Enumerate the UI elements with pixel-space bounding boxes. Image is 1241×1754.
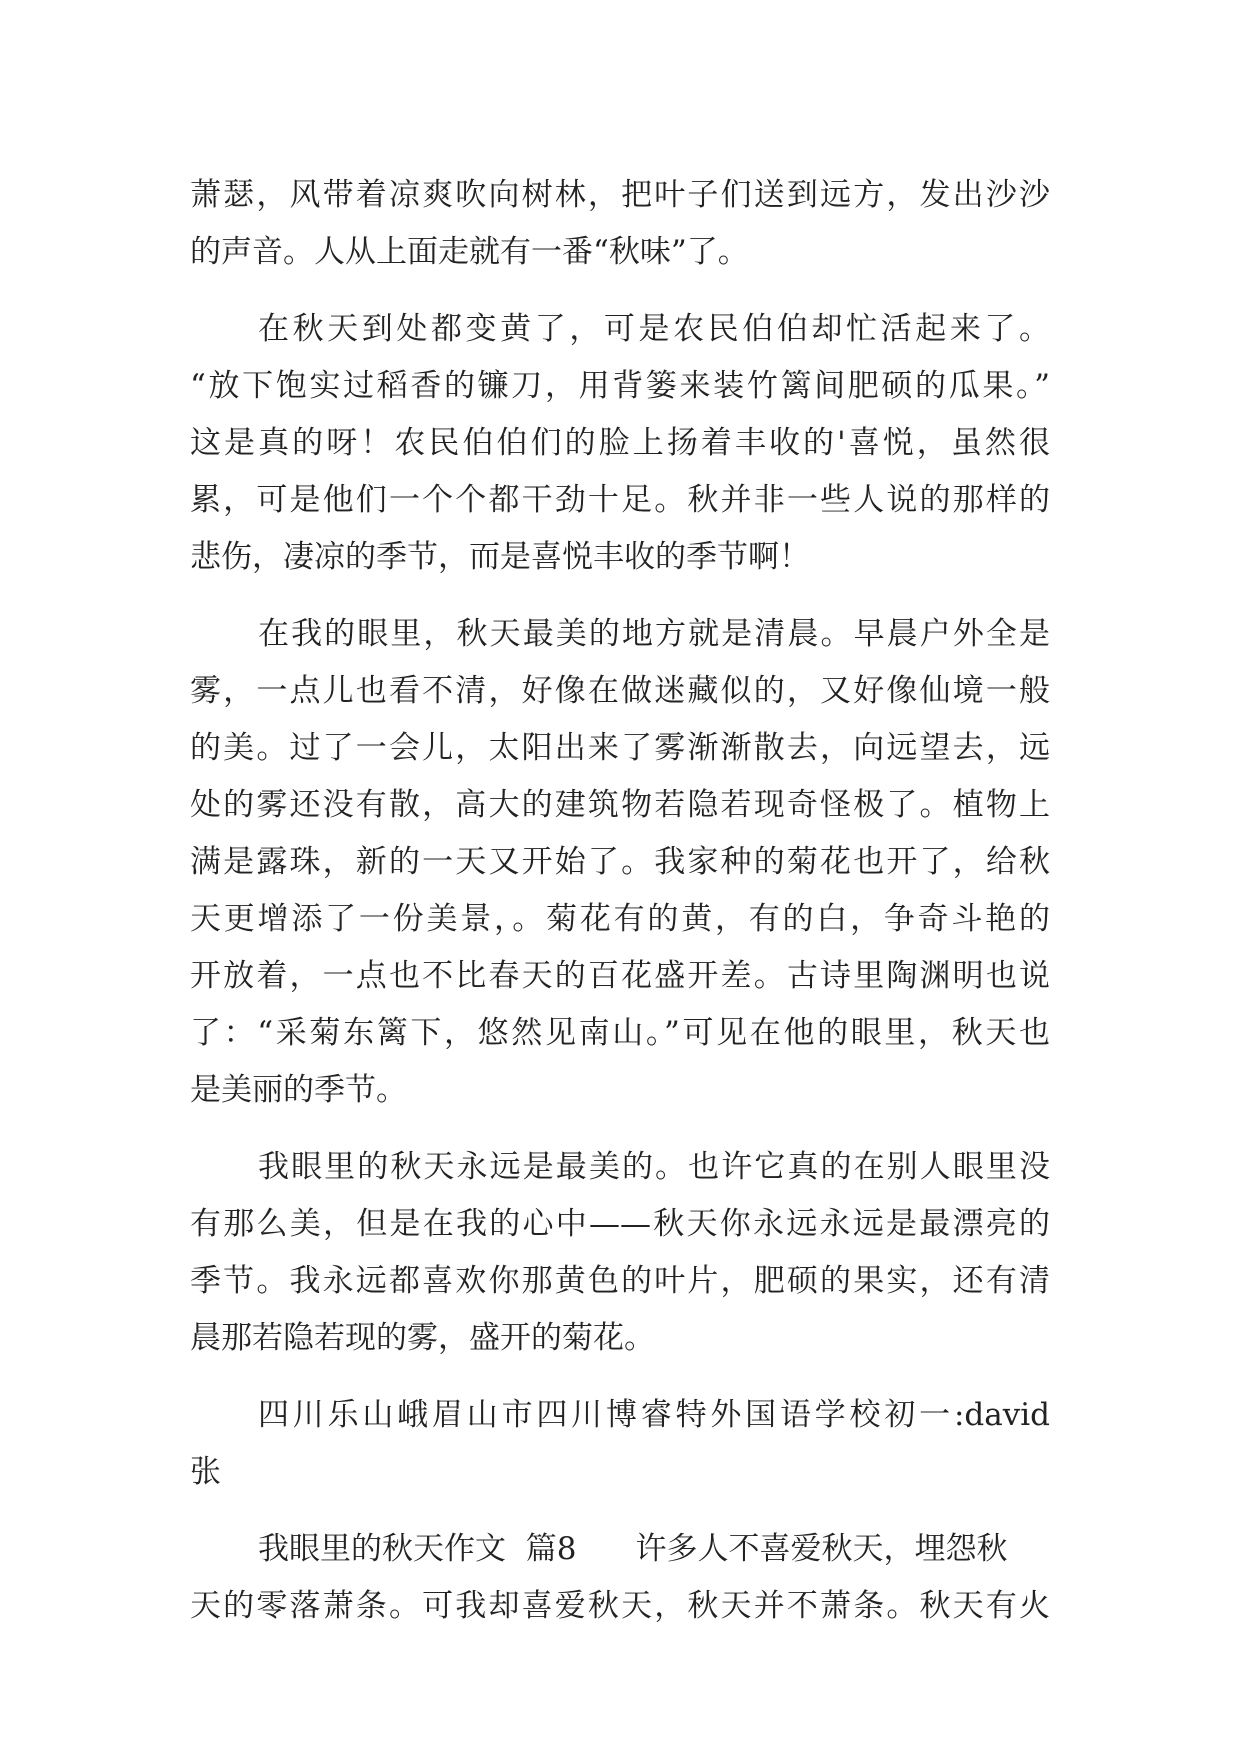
text-line: 的声音。人从上面走就有一番“秋味”了。 — [190, 234, 749, 270]
author-line: 张 — [190, 1454, 221, 1490]
paragraph-first-line: 我眼里的秋天永远是最美的。也许它真的在别人眼里没 — [258, 1149, 1050, 1185]
text-line: 了：“采菊东篱下，悠然见南山。”可见在他的眼里，秋天也 — [190, 1015, 1050, 1051]
author-line: 四川乐山峨眉山市四川博睿特外国语学校初一:david — [258, 1397, 1050, 1433]
text-line: “放下饱实过稻香的镰刀，用背篓来装竹篱间肥硕的瓜果。” — [190, 368, 1050, 404]
text-line: 满是露珠，新的一天又开始了。我家种的菊花也开了，给秋 — [190, 844, 1050, 880]
paragraph-first-line: 在我的眼里，秋天最美的地方就是清晨。早晨户外全是 — [258, 616, 1050, 652]
section-heading-line: 我眼里的秋天作文 篇8 许多人不喜爱秋天，埋怨秋 — [258, 1531, 1008, 1567]
text-line: 的美。过了一会儿，太阳出来了雾渐渐散去，向远望去，远 — [190, 730, 1050, 766]
text-line: 这是真的呀！农民伯伯们的脸上扬着丰收的'喜悦，虽然很 — [190, 425, 1050, 461]
text-line: 季节。我永远都喜欢你那黄色的叶片，肥硕的果实，还有清 — [190, 1263, 1050, 1299]
text-line: 萧瑟，风带着凉爽吹向树林，把叶子们送到远方，发出沙沙 — [190, 177, 1050, 213]
text-line: 天的零落萧条。可我却喜爱秋天，秋天并不萧条。秋天有火 — [190, 1588, 1050, 1624]
text-line: 悲伤，凄凉的季节，而是喜悦丰收的季节啊！ — [190, 539, 810, 575]
text-line: 累，可是他们一个个都干劲十足。秋并非一些人说的那样的 — [190, 482, 1050, 518]
text-line: 开放着，一点也不比春天的百花盛开差。古诗里陶渊明也说 — [190, 958, 1050, 994]
text-line: 有那么美，但是在我的心中——秋天你永远永远是最漂亮的 — [190, 1206, 1050, 1242]
text-line: 晨那若隐若现的雾，盛开的菊花。 — [190, 1320, 655, 1356]
text-line: 是美丽的季节。 — [190, 1072, 407, 1108]
text-line: 处的雾还没有散，高大的建筑物若隐若现奇怪极了。植物上 — [190, 787, 1050, 823]
paragraph-first-line: 在秋天到处都变黄了，可是农民伯伯却忙活起来了。 — [258, 311, 1050, 347]
text-line: 雾，一点儿也看不清，好像在做迷藏似的，又好像仙境一般 — [190, 673, 1050, 709]
text-line: 天更增添了一份美景，。菊花有的黄，有的白，争奇斗艳的 — [190, 901, 1050, 937]
